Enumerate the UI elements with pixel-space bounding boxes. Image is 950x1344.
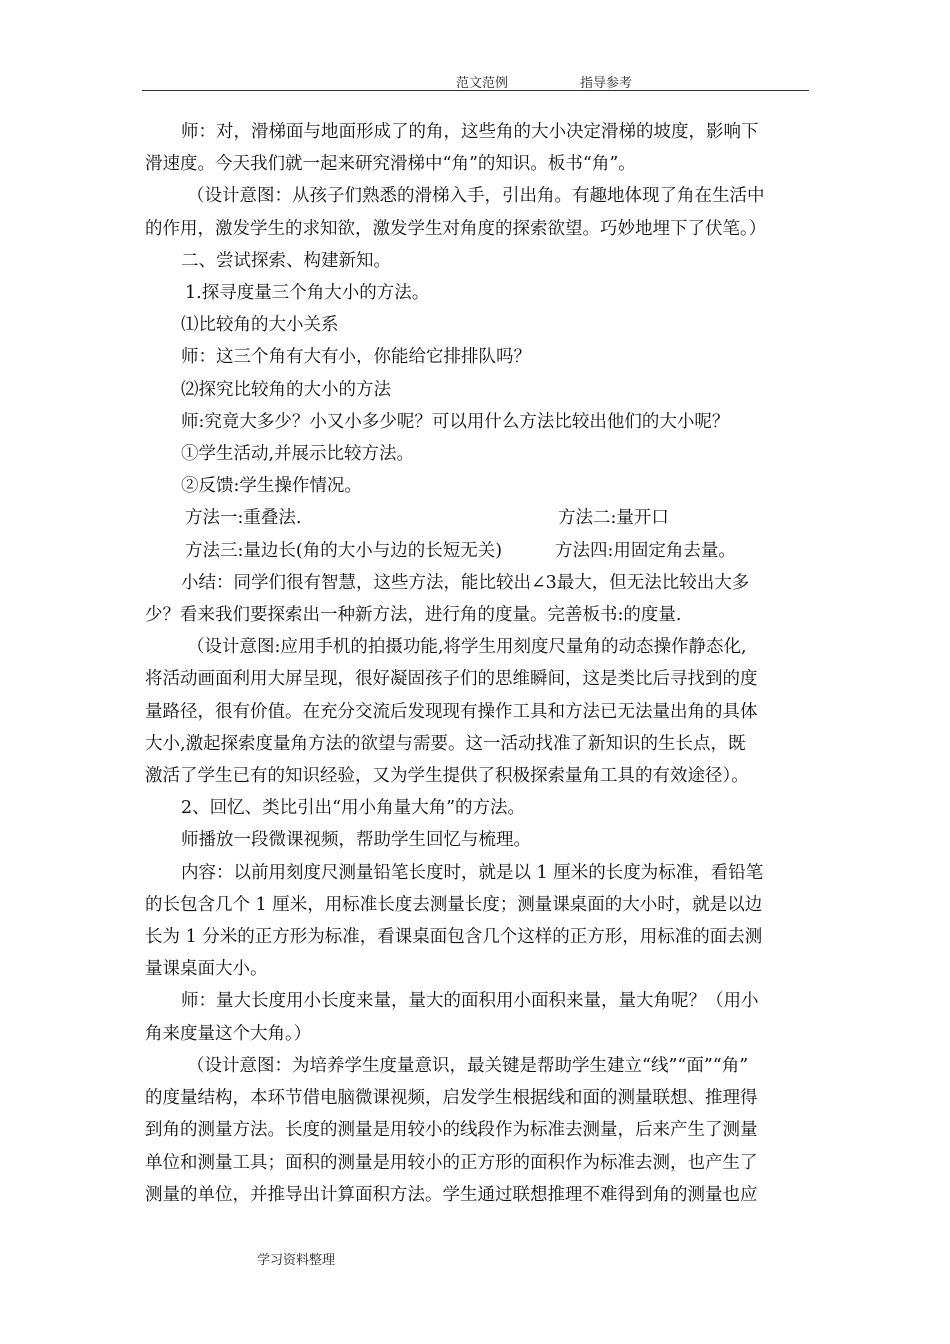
page-header bbox=[0, 72, 950, 92]
paragraph-line: 到角的测量方法。长度的测量是用较小的线段作为标准去测量，后来产生了测量 bbox=[145, 1120, 758, 1141]
paragraph-line: 将活动画面利用大屏呈现，很好凝固孩子们的思维瞬间，这是类比后寻找到的度 bbox=[145, 669, 758, 690]
method-three: 方法三:量边长(角的大小与边的长短无关) bbox=[185, 540, 503, 561]
paragraph-line: 的长包含几个 1 厘米，用标准长度去测量长度；测量课桌面的大小时，就是以边 bbox=[145, 894, 763, 915]
header-right-text: 指导参考 bbox=[580, 76, 633, 91]
paragraph-line: ①学生活动,并展示比较方法。 bbox=[181, 444, 415, 465]
paragraph-line: 角来度量这个大角。） bbox=[145, 1023, 312, 1044]
paragraph-line: 师：量大长度用小长度来量，量大的面积用小面积来量，量大角呢？（用小 bbox=[181, 991, 759, 1012]
section-heading: 二、尝试探索、构建新知。 bbox=[181, 250, 391, 271]
paragraph-line: 师播放一段微课视频，帮助学生回忆与梳理。 bbox=[181, 830, 531, 851]
subsection-heading: 2、回忆、类比引出“用小角量大角”的方法。 bbox=[181, 798, 526, 819]
paragraph-line: 的作用，激发学生的求知欲，激发学生对角度的探索欲望。巧妙地埋下了伏笔。） bbox=[145, 218, 767, 239]
paragraph-line: ②反馈:学生操作情况。 bbox=[181, 476, 362, 497]
method-two: 方法二:量开口 bbox=[558, 508, 669, 529]
methods-row bbox=[145, 502, 810, 534]
paragraph-line: 师：对，滑梯面与地面形成了的角，这些角的大小决定滑梯的坡度，影响下 bbox=[181, 122, 759, 142]
paragraph-line: 大小,激起探索度量角方法的欲望与需要。这一活动找准了新知识的生长点，既 bbox=[145, 733, 746, 754]
methods-row bbox=[145, 535, 810, 567]
header-divider bbox=[142, 90, 809, 91]
paragraph-line: 小结：同学们很有智慧，这些方法，能比较出∠3最大，但无法比较出大多 bbox=[181, 572, 750, 593]
paragraph-line: 滑速度。今天我们就一起来研究滑梯中“角”的知识。板书“角”。 bbox=[145, 154, 636, 175]
paragraph-line: 师：这三个角有大有小，你能给它排排队吗？ bbox=[181, 347, 531, 368]
page-footer: 学习资料整理 bbox=[257, 1253, 336, 1268]
paragraph-line: 激活了学生已有的知识经验，又为学生提供了积极探索量角工具的有效途径）。 bbox=[145, 766, 749, 787]
method-four: 方法四:用固定角去量。 bbox=[555, 540, 736, 561]
paragraph-line: 量路径，很有价值。在充分交流后发现现有操作工具和方法已无法量出角的具体 bbox=[145, 701, 758, 722]
method-one: 方法一:重叠法. bbox=[185, 508, 302, 529]
header-left-text: 范文范例 bbox=[456, 76, 509, 91]
paragraph-line: 少？看来我们要探索出一种新方法，进行角的度量。完善板书:的度量. bbox=[145, 605, 682, 626]
paragraph-line: 师:究竟大多少？小又小多少呢？可以用什么方法比较出他们的大小呢？ bbox=[181, 411, 730, 432]
paragraph-line: 量课桌面大小。 bbox=[145, 959, 268, 980]
paragraph-line: 单位和测量工具；面积的测量是用较小的正方形的面积作为标准去测，也产生了 bbox=[145, 1152, 758, 1173]
paragraph-line: 的度量结构，本环节借电脑微课视频，启发学生根据线和面的测量联想、推理得 bbox=[145, 1088, 758, 1109]
paragraph-line: 测量的单位，并推导出计算面积方法。学生通过联想推理不难得到角的测量也应 bbox=[145, 1184, 758, 1205]
paragraph-line: （设计意图:应用手机的拍摄功能,将学生用刻度尺量角的动态操作静态化, bbox=[187, 637, 747, 658]
subsection-heading: 1.探寻度量三个角大小的方法。 bbox=[185, 283, 430, 304]
paragraph-line: （设计意图：从孩子们熟悉的滑梯入手，引出角。有趣地体现了角在生活中 bbox=[187, 186, 765, 207]
paragraph-line: （设计意图：为培养学生度量意识，最关键是帮助学生建立“线”“面”“角” bbox=[187, 1055, 749, 1076]
paragraph-line: 内容：以前用刻度尺测量铅笔长度时，就是以 1 厘米的长度为标准，看铅笔 bbox=[181, 862, 764, 883]
document-body bbox=[145, 116, 810, 1211]
paragraph-line: ⑵探究比较角的大小的方法 bbox=[181, 379, 391, 400]
paragraph-line: 长为 1 分米的正方形为标准，看课桌面包含几个这样的正方形，用标准的面去测 bbox=[145, 927, 763, 948]
paragraph-line: ⑴比较角的大小关系 bbox=[181, 315, 339, 336]
